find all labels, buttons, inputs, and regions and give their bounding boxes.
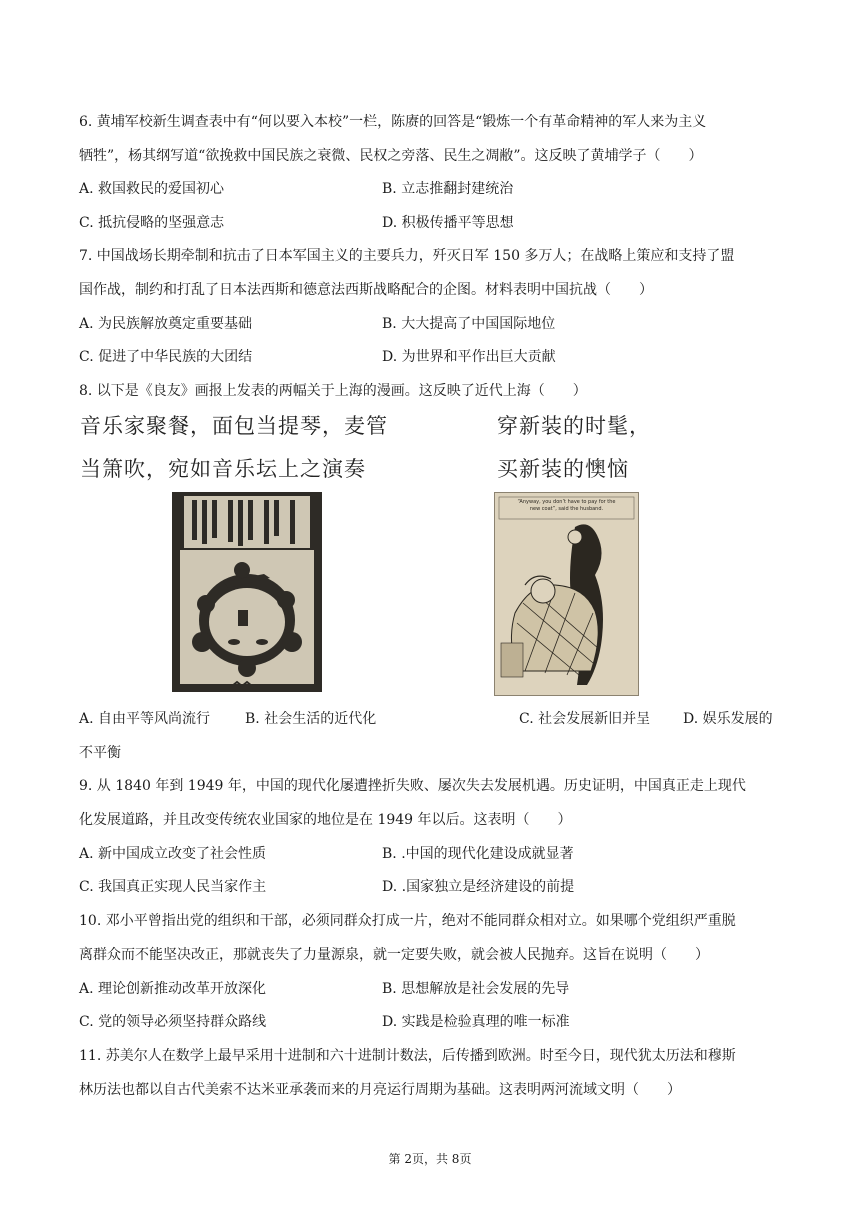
q8-caption-left-1: 音乐家聚餐，面包当提琴，麦管	[80, 414, 388, 438]
q9-option-a[interactable]: A. 新中国成立改变了社会性质	[79, 846, 267, 862]
q10-stem-line-1: 10. 邓小平曾指出党的组织和干部，必须同群众打成一片，绝对不能同群众相对立。如果哪个党组织严重脱	[79, 913, 736, 929]
q9-stem-line-1: 9. 从 1840 年到 1949 年，中国的现代化屡遭挫折失败、屡次失去发展机遇。历史证明，中国真正走上现代	[79, 778, 746, 794]
q6-option-b[interactable]: B. 立志推翻封建统治	[382, 181, 514, 197]
cartoon-caption-line-1: “Anyway, you don’t have to pay for the	[517, 499, 616, 505]
q7-stem-line-2: 国作战，制约和打乱了日本法西斯和德意法西斯战略配合的企图。材料表明中国抗战（ ）	[79, 282, 653, 298]
q10-option-b[interactable]: B. 思想解放是社会发展的先导	[382, 981, 570, 997]
q11-stem-line-2: 林历法也都以自古代美索不达米亚承袭而来的月亮运行周期为基础。这表明两河流域文明（ ）	[79, 1082, 681, 1098]
q7-option-d[interactable]: D. 为世界和平作出巨大贡献	[382, 349, 556, 365]
q8-option-b[interactable]: B. 社会生活的近代化	[245, 711, 377, 727]
cartoon-new-clothes-drawing	[495, 493, 638, 695]
q7-option-b[interactable]: B. 大大提高了中国国际地位	[382, 316, 556, 332]
q6-option-a[interactable]: A. 救国救民的爱国初心	[79, 181, 225, 197]
q7-option-c[interactable]: C. 促进了中华民族的大团结	[79, 349, 253, 365]
q7-option-a[interactable]: A. 为民族解放奠定重要基础	[79, 316, 253, 332]
q10-stem-line-2: 离群众而不能坚决改正，那就丧失了力量源泉，就一定要失败，就会被人民抛弃。这旨在说明（ ）	[79, 947, 709, 963]
cartoon-caption-line-2: new coat”, said the husband.	[529, 506, 604, 512]
q10-option-d[interactable]: D. 实践是检验真理的唯一标准	[382, 1014, 570, 1030]
q10-option-c[interactable]: C. 党的领导必须坚持群众路线	[79, 1014, 267, 1030]
q6-stem-line-2: 牺牲”，杨其纲写道“欲挽救中国民族之衰微、民权之旁落、民生之凋敝”。这反映了黄埔学子（ ）	[79, 148, 703, 164]
cartoon-new-clothes	[494, 492, 639, 696]
q10-option-a[interactable]: A. 理论创新推动改革开放深化	[79, 981, 267, 997]
q8-caption-right-1: 穿新装的时髦，	[497, 414, 651, 438]
q9-stem-line-2: 化发展道路，并且改变传统农业国家的地位是在 1949 年以后。这表明（ ）	[79, 812, 572, 828]
q9-option-b[interactable]: B. .中国的现代化建设成就显著	[382, 846, 574, 862]
q8-caption-right-2: 买新装的懊恼	[497, 457, 629, 481]
q8-option-d[interactable]: D. 娱乐发展的	[683, 711, 773, 727]
page-footer: 第 2页，共 8页	[388, 1152, 472, 1166]
q8-option-a[interactable]: A. 自由平等风尚流行	[79, 711, 211, 727]
q11-stem-line-1: 11. 苏美尔人在数学上最早采用十进制和六十进制计数法，后传播到欧洲。时至今日，现代犹太历法和穆斯	[79, 1048, 736, 1064]
q9-option-c[interactable]: C. 我国真正实现人民当家作主	[79, 879, 267, 895]
q7-stem-line-1: 7. 中国战场长期牵制和抗击了日本军国主义的主要兵力，歼灭日军 150 多万人；在战略上策应和支持了盟	[79, 248, 735, 264]
q8-stem: 8. 以下是《良友》画报上发表的两幅关于上海的漫画。这反映了近代上海（ ）	[79, 383, 587, 399]
cartoon-musicians-dining-drawing	[172, 492, 322, 692]
q8-option-c[interactable]: C. 社会发展新旧并呈	[519, 711, 651, 727]
q6-stem-line-1: 6. 黄埔军校新生调查表中有“何以要入本校”一栏，陈赓的回答是“锻炼一个有革命精神的军人来为主义	[79, 114, 707, 130]
cartoon-new-clothes-caption	[501, 499, 632, 513]
cartoon-musicians-dining	[172, 492, 322, 692]
q8-option-d-wrap: 不平衡	[79, 745, 121, 761]
q6-option-d[interactable]: D. 积极传播平等思想	[382, 215, 514, 231]
q6-option-c[interactable]: C. 抵抗侵略的坚强意志	[79, 215, 225, 231]
q8-caption-left-2: 当箫吹，宛如音乐坛上之演奏	[80, 457, 366, 481]
q9-option-d[interactable]: D. .国家独立是经济建设的前提	[382, 879, 575, 895]
